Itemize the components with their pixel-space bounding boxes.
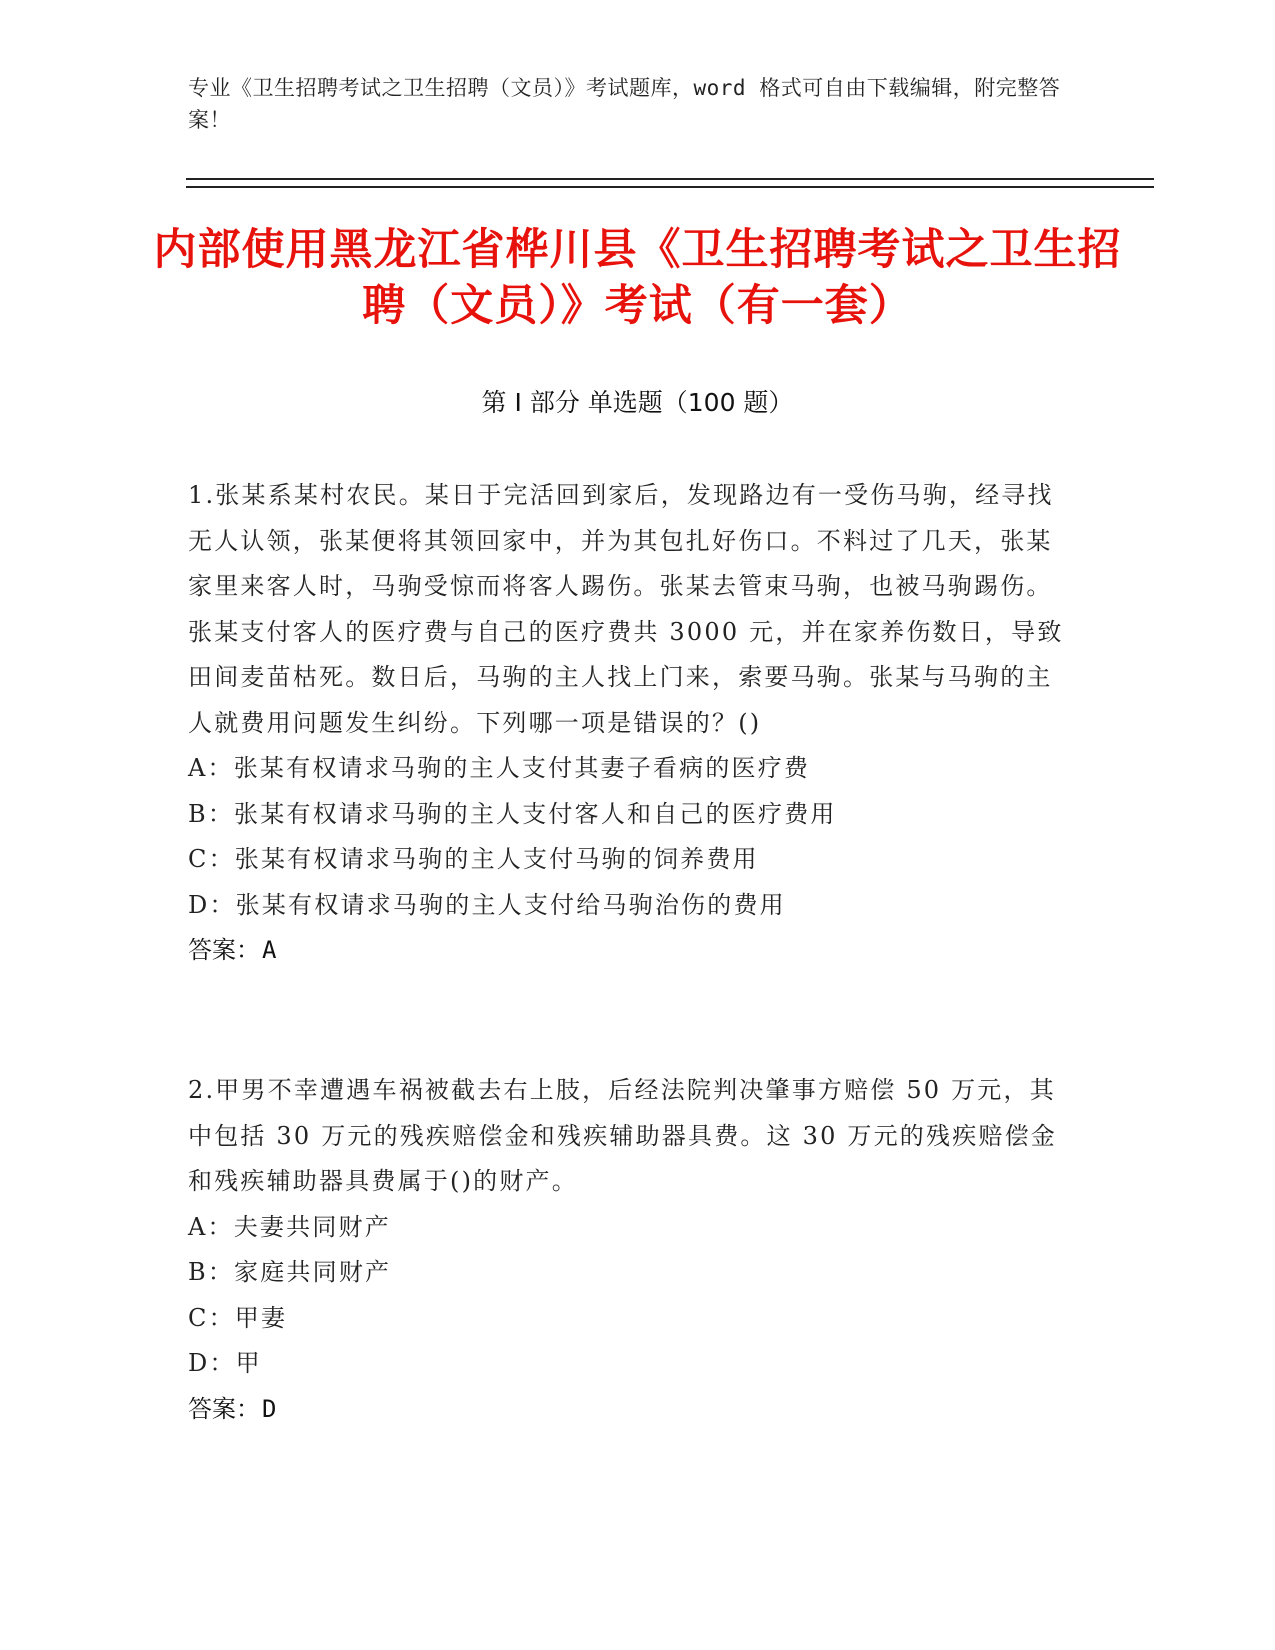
question-block: [188, 473, 1068, 974]
header-note: 专业《卫生招聘考试之卫生招聘（文员）》考试题库，word 格式可自由下载编辑，附完整答案！: [188, 76, 1061, 132]
header-divider-top: [186, 178, 1154, 180]
option-d: D：张某有权请求马驹的主人支付给马驹治伤的费用: [188, 890, 786, 919]
option-b: B：张某有权请求马驹的主人支付客人和自己的医疗费用: [188, 799, 837, 828]
question-block: [188, 1068, 1068, 1432]
option-d: D：甲: [188, 1349, 262, 1377]
answer-label: 答案：: [188, 1394, 260, 1423]
question-text: 1.张某系某村农民。某日于完活回到家后，发现路边有一受伤马驹，经寻找无人认领，张某便将其领回家中，并为其包扎好伤口。不料过了几天，张某家里来客人时，马驹受惊而将客人踢伤。张某去管束马驹，也被马驹踢伤。张某支付客人的医疗费与自己的医疗费共 3000 元，并在家养伤数日，导致田间麦苗枯死。数日后，马驹的主人找上门来，索要马驹。张某与马驹的主人就费用问题发生纠纷。下列哪一项是错误的？(): [188, 481, 1064, 737]
answer-line: [188, 928, 1068, 974]
header-divider-bottom: [186, 186, 1154, 188]
option-c: C：甲妻: [188, 1303, 288, 1332]
answer-value: D: [262, 1394, 277, 1423]
question-text: 2.甲男不幸遭遇车祸被截去右上肢，后经法院判决肇事方赔偿 50 万元，其中包括 30 万元的残疾赔偿金和残疾辅助器具费。这 30 万元的残疾赔偿金和残疾辅助器具费属于()的财产。: [188, 1076, 1057, 1195]
answer-line: [188, 1387, 1068, 1433]
option-b: B：家庭共同财产: [188, 1258, 392, 1286]
document-title: 内部使用黑龙江省桦川县《卫生招聘考试之卫生招聘（文员）》考试（有一套）: [153, 225, 1122, 331]
answer-label: 答案：: [188, 936, 260, 964]
answer-value: A: [262, 936, 277, 964]
option-a: A：张某有权请求马驹的主人支付其妻子看病的医疗费: [188, 754, 811, 782]
option-a: A：夫妻共同财产: [188, 1212, 391, 1241]
option-c: C：张某有权请求马驹的主人支付马驹的饲养费用: [188, 845, 759, 873]
section-title: 第 I 部分 单选题（100 题）: [481, 388, 794, 417]
